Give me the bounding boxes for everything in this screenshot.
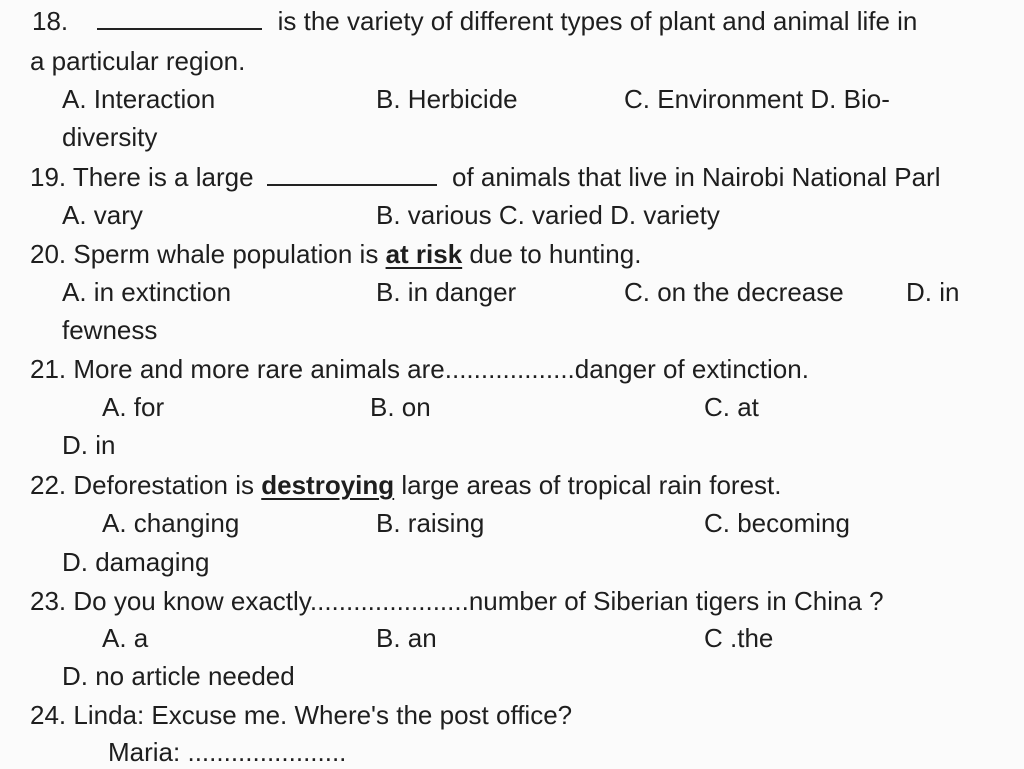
q22-option-b: B. raising <box>376 508 485 538</box>
q19-stem-before: 19. There is a large <box>30 162 254 192</box>
q20-underlined-phrase: at risk <box>385 239 463 269</box>
q19-stem-after: of animals that live in Nairobi National Parl <box>452 162 941 192</box>
q18-option-cd: C. Environment D. Bio- <box>624 84 890 114</box>
q18-number: 18. <box>32 6 69 36</box>
q23-option-b: B. an <box>376 623 437 653</box>
q18-blank <box>97 8 262 30</box>
q24-maria-line <box>108 737 346 767</box>
q21-option-a: A. for <box>102 392 165 422</box>
q20-option-c: C. on the decrease <box>624 277 844 307</box>
q21-dotted-blank: .................. <box>444 354 575 384</box>
q21-option-b: B. on <box>370 392 431 422</box>
q22-option-a: A. changing <box>102 508 240 538</box>
q23-option-a: A. a <box>102 623 149 653</box>
q23-option-d: D. no article needed <box>62 661 295 691</box>
q21-option-d: D. in <box>62 430 116 460</box>
q19-option-a: A. vary <box>62 200 143 230</box>
q18-stem <box>32 6 917 36</box>
q22-stem-before: 22. Deforestation is <box>30 470 255 500</box>
q22-option-c: C. becoming <box>704 508 850 538</box>
q20-stem <box>30 239 641 269</box>
q20-option-d: D. in <box>906 277 960 307</box>
q22-stem <box>30 470 781 500</box>
q23-stem <box>30 586 884 616</box>
q23-dotted-blank: ...................... <box>309 586 469 616</box>
q22-underlined-word: destroying <box>261 470 395 500</box>
q24-maria-label: Maria: <box>108 737 181 767</box>
q23-stem-before: 23. Do you know exactly <box>30 586 310 616</box>
q24-dotted-blank: ...................... <box>187 737 347 767</box>
q23-stem-after: number of Siberian tigers in China ? <box>468 586 884 616</box>
q23-option-c: C .the <box>704 623 774 653</box>
q18-option-b: B. Herbicide <box>376 84 518 114</box>
q18-option-a: A. Interaction <box>62 84 216 114</box>
q24-stem: 24. Linda: Excuse me. Where's the post office? <box>30 700 573 730</box>
q21-stem-after: danger of extinction. <box>574 354 809 384</box>
q22-option-d: D. damaging <box>62 547 210 577</box>
q20-option-d-cont: fewness <box>62 315 158 345</box>
q21-stem-before: 21. More and more rare animals are <box>30 354 445 384</box>
q20-stem-after: due to hunting. <box>469 239 642 269</box>
q20-option-a: A. in extinction <box>62 277 232 307</box>
q20-option-b: B. in danger <box>376 277 517 307</box>
q19-option-bcd: B. various C. varied D. variety <box>376 200 720 230</box>
q21-option-c: C. at <box>704 392 759 422</box>
q22-stem-after: large areas of tropical rain forest. <box>401 470 782 500</box>
q20-stem-before: 20. Sperm whale population is <box>30 239 379 269</box>
q21-stem <box>30 354 809 384</box>
q19-stem <box>30 162 940 192</box>
q18-stem-line2: a particular region. <box>30 46 246 76</box>
q18-option-d-cont: diversity <box>62 122 158 152</box>
q19-blank <box>267 164 437 186</box>
q18-stem-text: is the variety of different types of plant and animal life in <box>277 6 918 36</box>
